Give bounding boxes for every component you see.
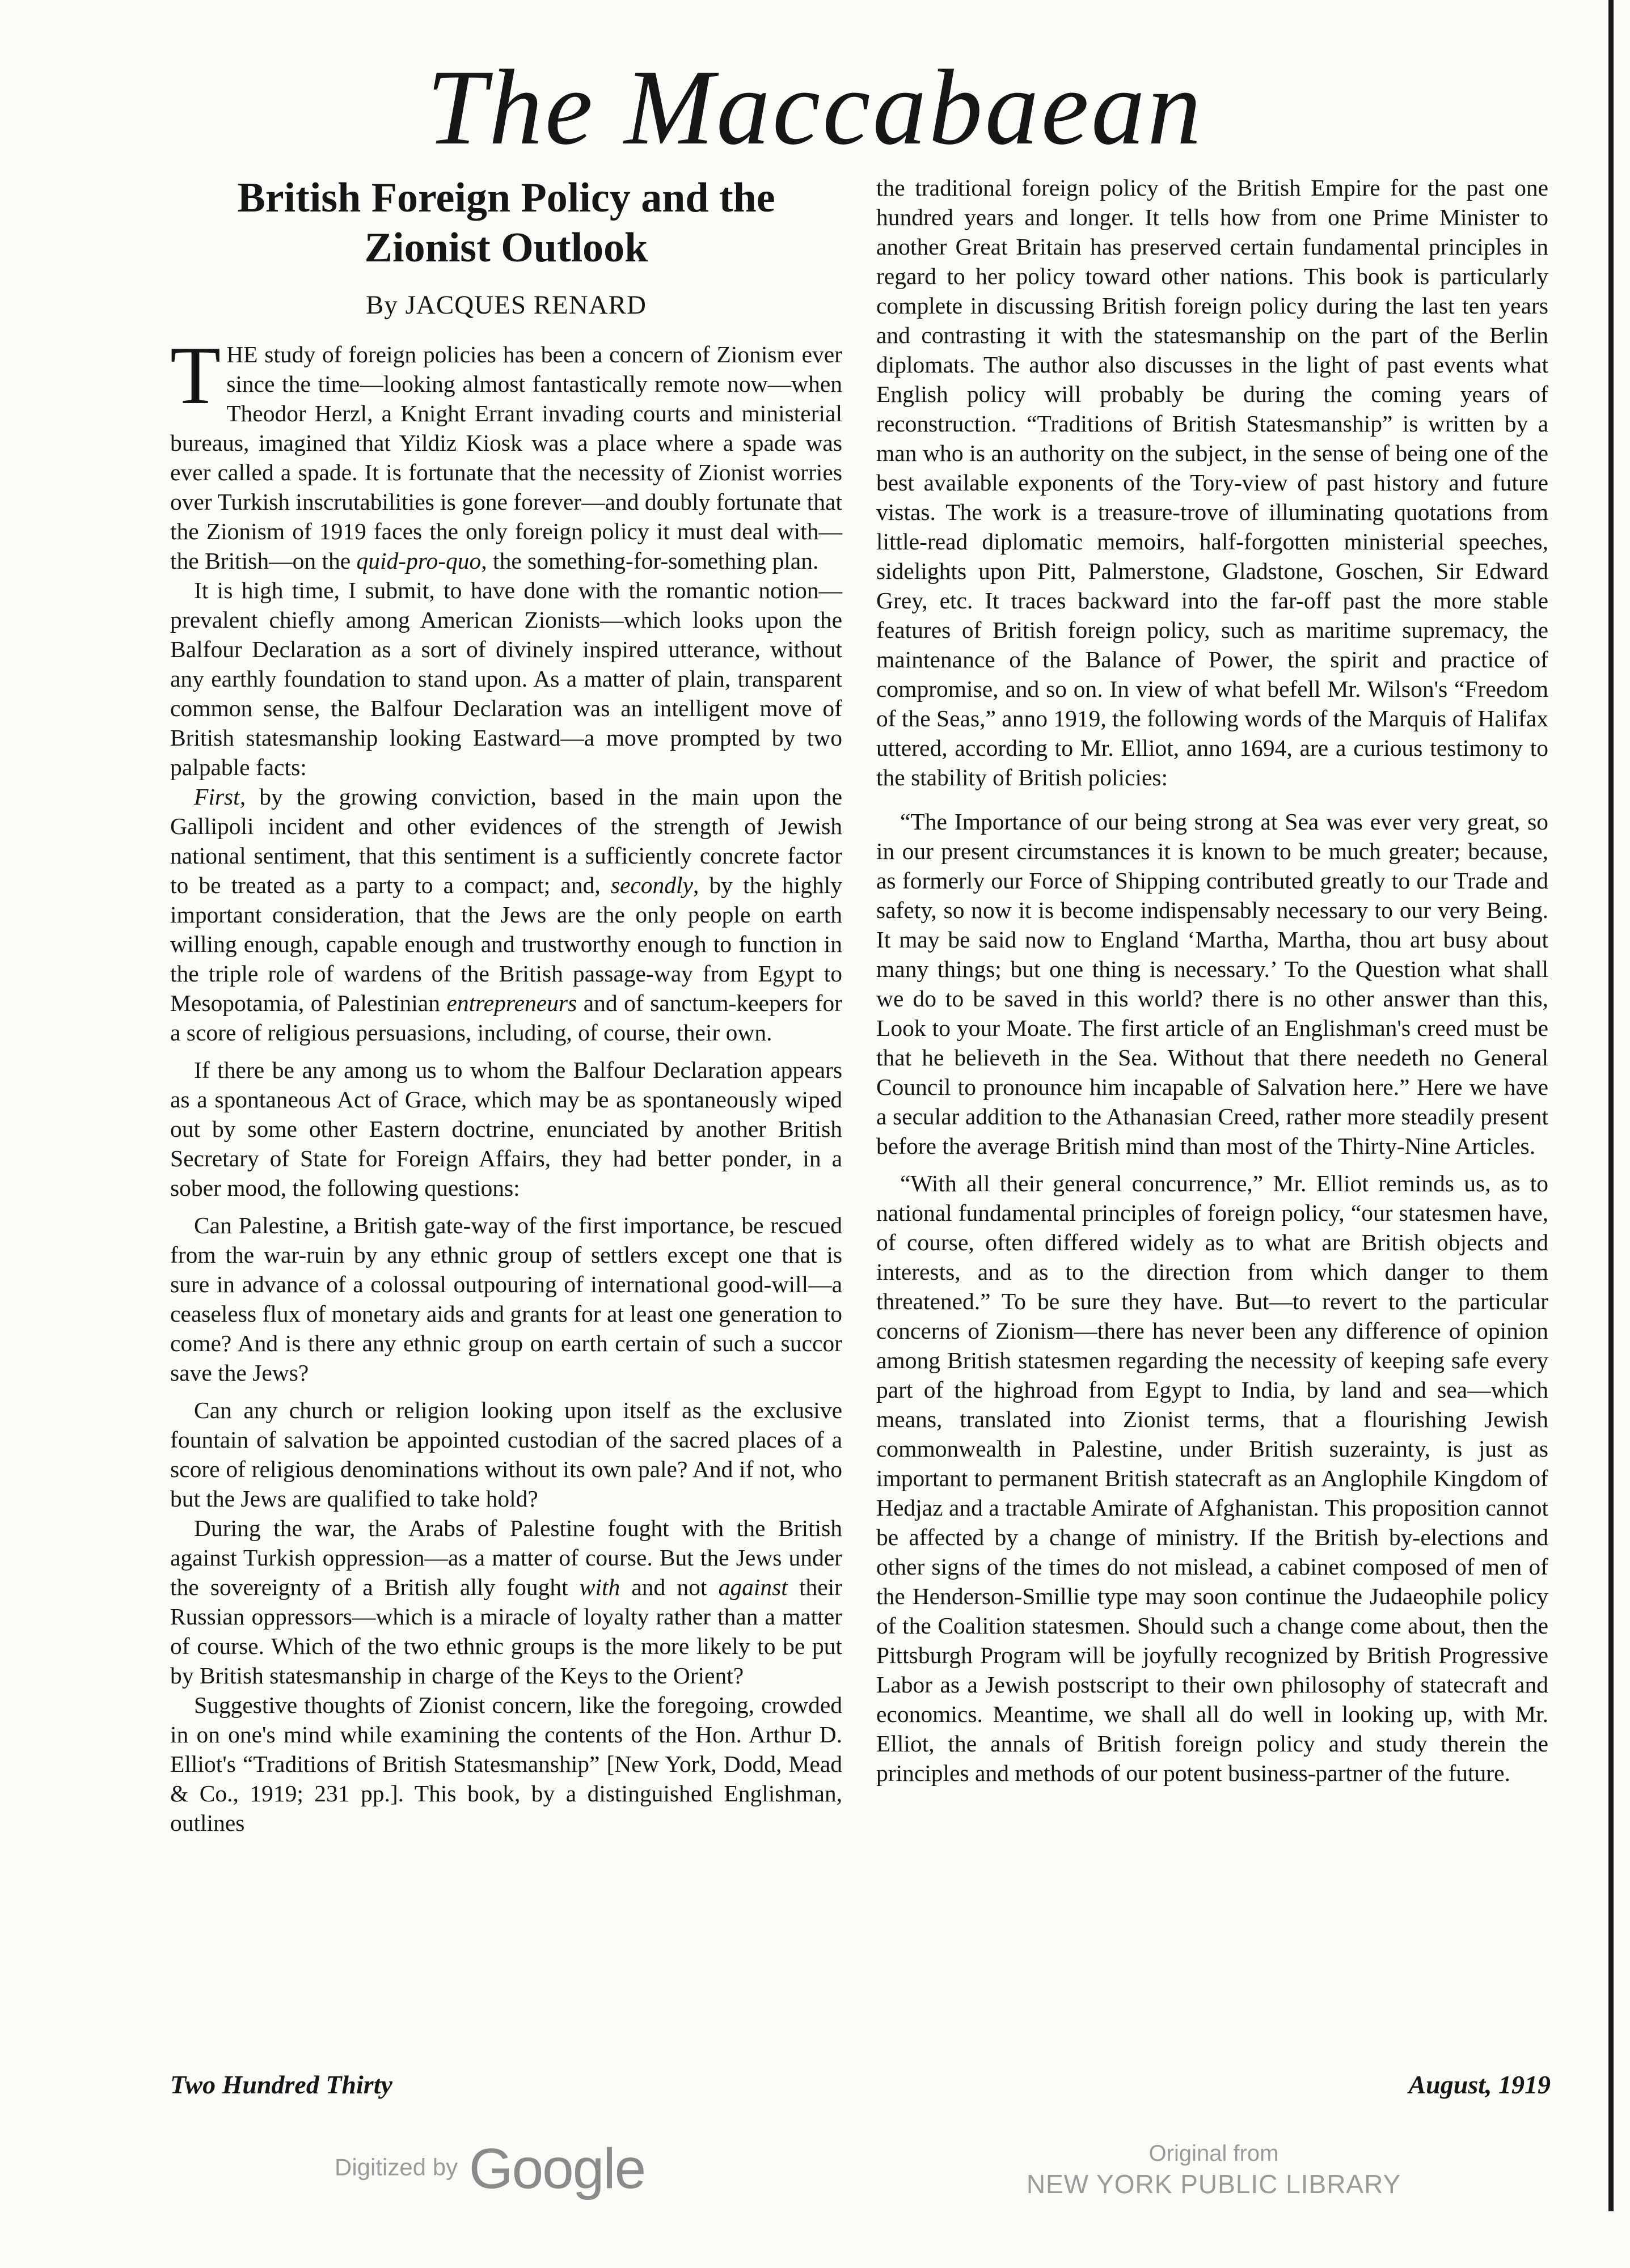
paragraph: First, by the growing conviction, based in the main upon the Gallipoli incident and other evidences of the strength of Jewish national sentiment, that this sentiment is a sufficiently concrete factor to be treated as a party to a compact; and, secondly, by the highly important consideration, that the Jews are the only people on earth willing enough, capable enough and trustworthy enough to function in the triple role of wardens of the British passage-way from Egypt to Mesopotamia, of Palestinian entrepreneurs and of sanctum-keepers for a score of religious persuasions, including, of course, their own.	[170, 784, 842, 1046]
paragraph: THE study of foreign policies has been a concern of Zionism ever since the time—looking almost fantastically remote now—when Theodor Herzl, a Knight Errant invading courts and ministerial bureaus, imagined that Yildiz Kiosk was a place where a spade was ever called a spade. It is fortunate that the necessity of Zionist worries over Turkish inscrutabilities is gone forever—and doubly fortunate that the Zionism of 1919 faces the only foreign policy it must deal with—the British—on the quid-pro-quo, the something-for-something plan.	[170, 329, 842, 574]
page-edge-rule	[1608, 0, 1614, 2211]
right-column	[876, 173, 1548, 1788]
paragraph: Can Palestine, a British gate-way of the first importance, be rescued from the war-ruin by any ethnic group of settlers except one that is sure in advance of a colossal outpouring of international good-will—a ceaseless flux of monetary aids and grants for at least one generation to come? And is there any ethnic group on earth certain of such a succor save the Jews?	[170, 1212, 842, 1386]
google-logo: Google	[468, 2137, 645, 2201]
left-column	[170, 173, 842, 1838]
paragraph: Can any church or religion looking upon itself as the exclusive fountain of salvation be appointed custodian of the sacred places of a score of religious denominations without its own pale? And if not, who but the Jews are qualified to take hold?	[170, 1397, 842, 1512]
masthead: The Maccabaean	[426, 48, 1204, 167]
origin-watermark	[930, 2139, 1497, 2200]
quotation-paragraph: “The Importance of our being strong at Sea was ever very great, so in our present circumstances it is known to be much greater; because, as formerly our Force of Shipping contributed greatly to our Trade and safety, so now it is become indispensably necessary to our very Being. It may be said now to England ‘Martha, Martha, thou art busy about many things; but one thing is necessary.’ To the Question what shall we do to be saved in this world? there is no other answer than this, Look to your Moate. The first article of an Englishman's creed must be that he believeth in the Sea. Without that there needeth no General Council to pronounce him incapable of Salvation here.” Here we have a secular addition to the Athanasian Creed, rather more steadily present before the average British mind than most of the Thirty-Nine Articles.	[876, 809, 1548, 1159]
digitized-by-watermark	[335, 2136, 645, 2202]
article-title-line-2: Zionist Outlook	[364, 225, 648, 271]
article-title	[170, 173, 842, 273]
paragraph: It is high time, I submit, to have done with the romantic notion—prevalent chiefly among American Zionists—which looks upon the Balfour Declaration as a sort of divinely inspired utterance, without any earthly foundation to stand upon. As a matter of plain, transparent common sense, the Balfour Declaration was an intelligent move of British statesmanship looking Eastward—a move prompted by two palpable facts:	[170, 577, 842, 780]
byline: By JACQUES RENARD	[366, 290, 647, 320]
article-title-line-1: British Foreign Policy and the	[237, 175, 775, 221]
paragraph: If there be any among us to whom the Balfour Declaration appears as a spontaneous Act of Grace, which may be as spontaneously wiped out by some other Eastern doctrine, enunciated by another British Secretary of State for Foreign Affairs, they had better ponder, in a sober mood, the following questions:	[170, 1057, 842, 1201]
paragraph: “With all their general concurrence,” Mr. Elliot reminds us, as to national fundamental principles of foreign policy, “our statesmen have, of course, often differed widely as to what are British objects and interests, and as to the direction from which danger to them threatened.” To be sure they have. But—to revert to the particular concerns of Zionism—there has never been any difference of opinion among British statesmen regarding the necessity of keeping safe every part of the highroad from Egypt to India, by land and sea—which means, translated into Zionist terms, that a flourishing Jewish commonwealth in Palestine, under British suzerainty, is just as important to permanent British statecraft as an Anglophile Kingdom of Hedjaz and a tractable Amirate of Afghanistan. This proposition cannot be affected by a change of ministry. If the British by-elections and other signs of the times do not mislead, a cabinet composed of men of the Henderson-Smillie type may soon continue the Judaeophile policy of the Coalition statesmen. Should such a change come about, then the Pittsburgh Program will be joyfully recognized by British Progressive Labor as a Jewish postscript to their own philosophy of statecraft and economics. Meantime, we shall all do well in looking up, with Mr. Elliot, the annals of British foreign policy and study therein the principles and methods of our potent business-partner of the future.	[876, 1170, 1548, 1786]
digitized-by-label: Digitized by	[335, 2153, 458, 2181]
paragraph: the traditional foreign policy of the British Empire for the past one hundred years and longer. It tells how from one Prime Minister to another Great Britain has preserved certain fundamental principles in regard to her policy toward other nations. This book is particularly complete in discussing British foreign policy during the last ten years and contrasting it with the statesmanship on the part of the Berlin diplomats. The author also discusses in the light of past events what English policy will probably be during the coming years of reconstruction. “Traditions of British Statesmanship” is written by a man who is an authority on the subject, in the sense of being one of the best available exponents of the Tory-view of past history and future vistas. The work is a treasure-trove of illuminating quotations from little-read diplomatic memoirs, half-forgotten ministerial speeches, sidelights upon Pitt, Palmerstone, Gladstone, Goschen, Sir Edward Grey, etc. It traces backward into the far-off past the more stable features of British foreign policy, such as maritime supremacy, the maintenance of the Balance of Power, the spirit and practice of compromise, and so on. In view of what befell Mr. Wilson's “Freedom of the Seas,” anno 1919, the following words of the Marquis of Halifax uttered, according to Mr. Elliot, anno 1694, are a curious testimony to the stability of British policies:	[876, 175, 1548, 790]
paragraph: During the war, the Arabs of Palestine fought with the British against Turkish oppression—as a matter of course. But the Jews under the sovereignty of a British ally fought with and not against their Russian oppressors—which is a miracle of loyalty rather than a matter of course. Which of the two ethnic groups is the more likely to be put by British statesmanship in charge of the Keys to the Orient?	[170, 1515, 842, 1689]
issue-date: August, 1919	[1408, 2070, 1551, 2099]
original-from-label: Original from	[1148, 2141, 1279, 2166]
library-name: NEW YORK PUBLIC LIBRARY	[1026, 2169, 1401, 2199]
page-number: Two Hundred Thirty	[170, 2070, 392, 2099]
paragraph: Suggestive thoughts of Zionist concern, like the foregoing, crowded in on one's mind while examining the contents of the Hon. Arthur D. Elliot's “Traditions of British Statesmanship” [New York, Dodd, Mead & Co., 1919; 231 pp.]. This book, by a distinguished Englishman, outlines	[170, 1692, 842, 1836]
drop-cap: T	[170, 329, 221, 421]
